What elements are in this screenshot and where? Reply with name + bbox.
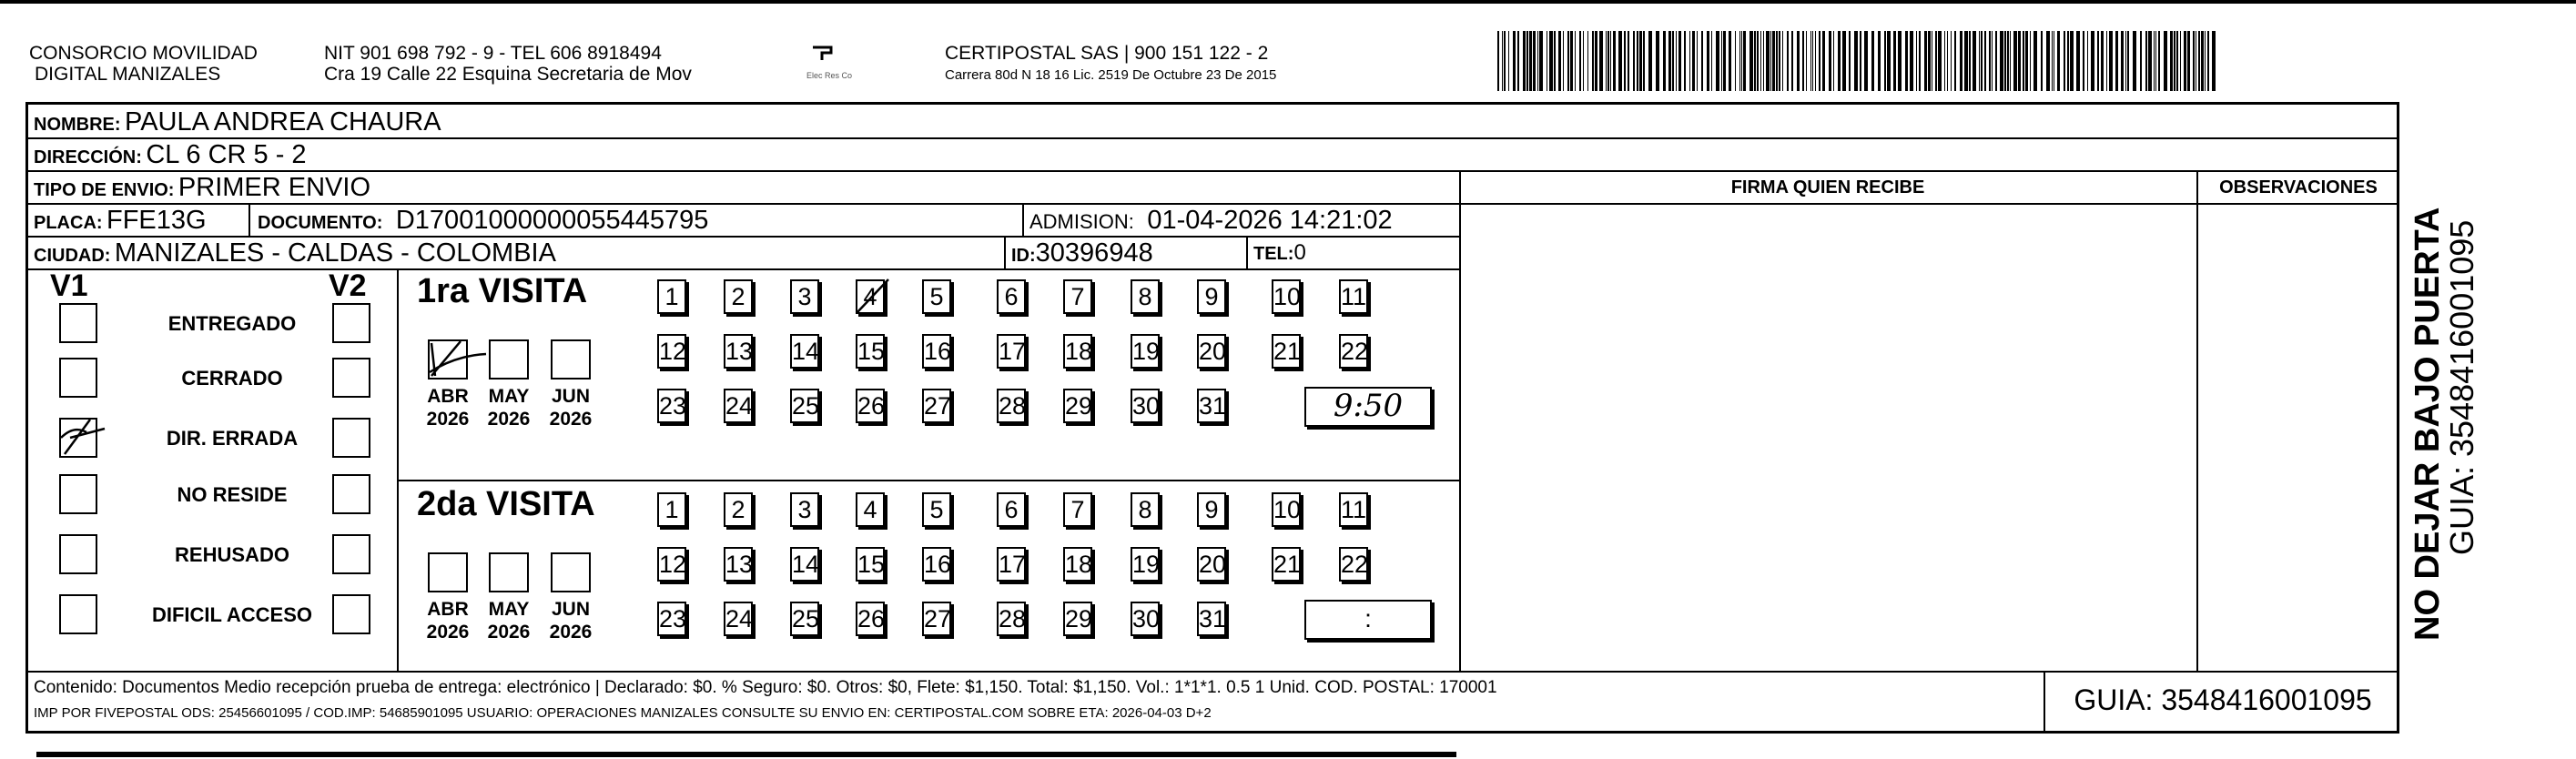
reason-label: DIFICIL ACCESO bbox=[151, 603, 312, 626]
day-box[interactable]: 25 bbox=[790, 389, 819, 423]
day-box[interactable]: 24 bbox=[724, 389, 753, 423]
day-box[interactable]: 9 bbox=[1197, 279, 1226, 314]
day-box[interactable]: 2 bbox=[724, 492, 753, 527]
day-box[interactable]: 16 bbox=[922, 547, 951, 582]
month-label: MAY 2026 bbox=[487, 386, 531, 430]
ciudad-field bbox=[34, 238, 556, 273]
day-box[interactable]: 19 bbox=[1131, 334, 1160, 369]
nombre-field bbox=[34, 106, 441, 142]
tel-value: 0 bbox=[1293, 240, 1306, 265]
day-box[interactable]: 28 bbox=[997, 602, 1026, 636]
v1-checkbox[interactable] bbox=[59, 594, 97, 634]
day-box[interactable]: 31 bbox=[1197, 389, 1226, 423]
day-box[interactable]: 26 bbox=[856, 389, 885, 423]
day-box[interactable]: 1 bbox=[657, 492, 686, 527]
month-label: JUN 2026 bbox=[549, 599, 593, 643]
direccion-value: CL 6 CR 5 - 2 bbox=[146, 140, 307, 169]
day-box[interactable]: 16 bbox=[922, 334, 951, 369]
day-box[interactable]: 30 bbox=[1131, 389, 1160, 423]
day-box[interactable]: 24 bbox=[724, 602, 753, 636]
day-box[interactable]: 17 bbox=[997, 334, 1026, 369]
reason-label: DIR. ERRADA bbox=[166, 427, 299, 450]
courier-license-line: Carrera 80d N 18 16 Lic. 2519 De Octubre 23 De 2015 bbox=[945, 67, 1277, 83]
tipo-envio-label: TIPO DE ENVIO: bbox=[34, 180, 175, 200]
day-box[interactable]: 26 bbox=[856, 602, 885, 636]
day-box[interactable]: 22 bbox=[1339, 547, 1368, 582]
day-box[interactable]: 27 bbox=[922, 602, 951, 636]
day-box[interactable]: 6 bbox=[997, 279, 1026, 314]
id-label: ID: bbox=[1011, 246, 1036, 266]
month-checkbox[interactable] bbox=[489, 339, 529, 380]
tipo-envio-value: PRIMER ENVIO bbox=[177, 173, 371, 202]
v2-header: V2 bbox=[329, 268, 367, 303]
admision-value: 01-04-2026 14:21:02 bbox=[1147, 206, 1393, 235]
day-box[interactable]: 23 bbox=[657, 602, 686, 636]
side-guia: GUIA: 3548416001095 bbox=[2443, 219, 2480, 555]
courier-logo-icon bbox=[808, 44, 836, 67]
month-label: ABR 2026 bbox=[426, 386, 470, 430]
v2-checkbox[interactable] bbox=[332, 594, 370, 634]
month-checkbox[interactable] bbox=[428, 339, 468, 380]
ciudad-label: CIUDAD: bbox=[34, 246, 111, 266]
month-label: JUN 2026 bbox=[549, 386, 593, 430]
observaciones-header: OBSERVACIONES bbox=[2219, 177, 2378, 197]
month-checkbox[interactable] bbox=[551, 552, 591, 592]
day-box[interactable]: 29 bbox=[1063, 389, 1092, 423]
placa-label: PLACA: bbox=[34, 213, 103, 233]
day-box[interactable]: 12 bbox=[657, 334, 686, 369]
day-box[interactable]: 20 bbox=[1197, 547, 1226, 582]
day-box[interactable]: 27 bbox=[922, 389, 951, 423]
day-box[interactable]: 15 bbox=[856, 334, 885, 369]
v2-checkbox[interactable] bbox=[332, 534, 370, 574]
visit-time-field[interactable]: 9:50 bbox=[1304, 387, 1432, 427]
v2-checkbox[interactable] bbox=[332, 358, 370, 398]
day-box[interactable]: 15 bbox=[856, 547, 885, 582]
footer-print-line: IMP POR FIVEPOSTAL ODS: 25456601095 / COD.IMP: 54685901095 USUARIO: OPERACIONES MANIZALES CONSULTE SU ENVIO EN: CERTIPOSTAL.COM SOBRE ETA: 2026-04-03 D+2 bbox=[34, 705, 1212, 721]
day-box[interactable]: 19 bbox=[1131, 547, 1160, 582]
day-box[interactable]: 1 bbox=[657, 279, 686, 314]
v2-checkbox[interactable] bbox=[332, 474, 370, 514]
footer-guia-box: GUIA: 3548416001095 bbox=[2074, 683, 2372, 716]
company-name-line1: CONSORCIO MOVILIDAD bbox=[29, 43, 258, 64]
reason-label: CERRADO bbox=[181, 367, 283, 390]
day-box[interactable]: 13 bbox=[724, 547, 753, 582]
day-box[interactable]: 3 bbox=[790, 279, 819, 314]
tipo-envio-field bbox=[34, 172, 370, 207]
day-box[interactable]: 6 bbox=[997, 492, 1026, 527]
day-box[interactable]: 10 bbox=[1272, 492, 1301, 527]
day-box[interactable]: 20 bbox=[1197, 334, 1226, 369]
nombre-value: PAULA ANDREA CHAURA bbox=[125, 107, 441, 137]
documento-field bbox=[258, 205, 708, 240]
reason-label: ENTREGADO bbox=[167, 312, 297, 335]
v1-checkbox[interactable] bbox=[59, 358, 97, 398]
shipment-form bbox=[25, 102, 2399, 734]
day-box[interactable]: 22 bbox=[1339, 334, 1368, 369]
day-box[interactable]: 4 bbox=[856, 492, 885, 527]
day-box[interactable]: 29 bbox=[1063, 602, 1092, 636]
id-field bbox=[1011, 238, 1153, 273]
ciudad-value: MANIZALES - CALDAS - COLOMBIA bbox=[114, 238, 556, 268]
month-label: ABR 2026 bbox=[426, 599, 470, 643]
courier-logo-caption: Elec Res Co bbox=[806, 71, 853, 80]
day-box[interactable]: 18 bbox=[1063, 547, 1092, 582]
direccion-label: DIRECCIÓN: bbox=[34, 147, 142, 167]
nombre-label: NOMBRE: bbox=[34, 115, 121, 135]
placa-value: FFE13G bbox=[106, 206, 207, 235]
tel-field bbox=[1253, 238, 1306, 271]
company-nit-line: NIT 901 698 792 - 9 - TEL 606 8918494 bbox=[324, 43, 662, 64]
v1-header: V1 bbox=[50, 268, 88, 303]
day-box[interactable]: 8 bbox=[1131, 492, 1160, 527]
day-box[interactable]: 28 bbox=[997, 389, 1026, 423]
day-box[interactable]: 2 bbox=[724, 279, 753, 314]
visit-title: 1ra VISITA bbox=[417, 272, 588, 310]
day-box[interactable]: 12 bbox=[657, 547, 686, 582]
day-box[interactable]: 14 bbox=[790, 334, 819, 369]
day-box[interactable]: 11 bbox=[1339, 492, 1368, 527]
id-value: 30396948 bbox=[1035, 238, 1153, 268]
side-warning: NO DEJAR BAJO PUERTA bbox=[2409, 207, 2447, 641]
documento-label: DOCUMENTO: bbox=[258, 213, 383, 233]
day-box[interactable]: 18 bbox=[1063, 334, 1092, 369]
day-box[interactable]: 5 bbox=[922, 279, 951, 314]
day-box[interactable]: 7 bbox=[1063, 492, 1092, 527]
v1-checkbox[interactable] bbox=[59, 534, 97, 574]
admision-field bbox=[1029, 205, 1393, 240]
month-checkbox[interactable] bbox=[551, 339, 591, 380]
day-box[interactable]: 5 bbox=[922, 492, 951, 527]
scan-line-bottom bbox=[36, 752, 1456, 757]
day-box[interactable]: 3 bbox=[790, 492, 819, 527]
scan-line-top bbox=[0, 0, 2576, 4]
day-box[interactable]: 31 bbox=[1197, 602, 1226, 636]
firma-header: FIRMA QUIEN RECIBE bbox=[1730, 177, 1925, 197]
month-checkbox[interactable] bbox=[428, 552, 468, 592]
day-box[interactable]: 7 bbox=[1063, 279, 1092, 314]
day-box[interactable]: 4 bbox=[856, 279, 885, 314]
day-box[interactable]: 21 bbox=[1272, 334, 1301, 369]
visit-time-field[interactable]: : bbox=[1304, 600, 1432, 640]
footer-content-line: Contenido: Documentos Medio recepción prueba de entrega: electrónico | Declarado: $0. % Seguro: $0. Otros: $0, Flete: $1,150. Total: $1,150. Vol.: 1*1*1. 0.5 1 Unid. COD. POSTAL: 170001 bbox=[34, 678, 1497, 697]
reason-label: REHUSADO bbox=[175, 543, 289, 566]
barcode bbox=[1497, 31, 2216, 91]
admision-label: ADMISION: bbox=[1029, 210, 1134, 233]
month-checkbox[interactable] bbox=[489, 552, 529, 592]
company-name-line2: DIGITAL MANIZALES bbox=[35, 64, 221, 85]
courier-name-line: CERTIPOSTAL SAS | 900 151 122 - 2 bbox=[945, 43, 1269, 64]
day-box[interactable]: 9 bbox=[1197, 492, 1226, 527]
v1-checkbox[interactable] bbox=[59, 418, 97, 458]
tel-label: TEL: bbox=[1253, 244, 1294, 264]
direccion-field bbox=[34, 139, 307, 175]
day-box[interactable]: 11 bbox=[1339, 279, 1368, 314]
v1-checkbox[interactable] bbox=[59, 474, 97, 514]
documento-value: D17001000000055445795 bbox=[395, 206, 709, 235]
day-box[interactable]: 23 bbox=[657, 389, 686, 423]
reason-label: NO RESIDE bbox=[177, 483, 288, 506]
v1-checkbox[interactable] bbox=[59, 303, 97, 343]
day-box[interactable]: 30 bbox=[1131, 602, 1160, 636]
month-label: MAY 2026 bbox=[487, 599, 531, 643]
visit-title: 2da VISITA bbox=[417, 485, 595, 523]
day-box[interactable]: 8 bbox=[1131, 279, 1160, 314]
day-box[interactable]: 13 bbox=[724, 334, 753, 369]
day-box[interactable]: 10 bbox=[1272, 279, 1301, 314]
v2-checkbox[interactable] bbox=[332, 418, 370, 458]
day-box[interactable]: 14 bbox=[790, 547, 819, 582]
v2-checkbox[interactable] bbox=[332, 303, 370, 343]
day-box[interactable]: 25 bbox=[790, 602, 819, 636]
company-address-line: Cra 19 Calle 22 Esquina Secretaria de Mov bbox=[324, 64, 692, 85]
day-box[interactable]: 17 bbox=[997, 547, 1026, 582]
placa-field bbox=[34, 205, 207, 240]
day-box[interactable]: 21 bbox=[1272, 547, 1301, 582]
